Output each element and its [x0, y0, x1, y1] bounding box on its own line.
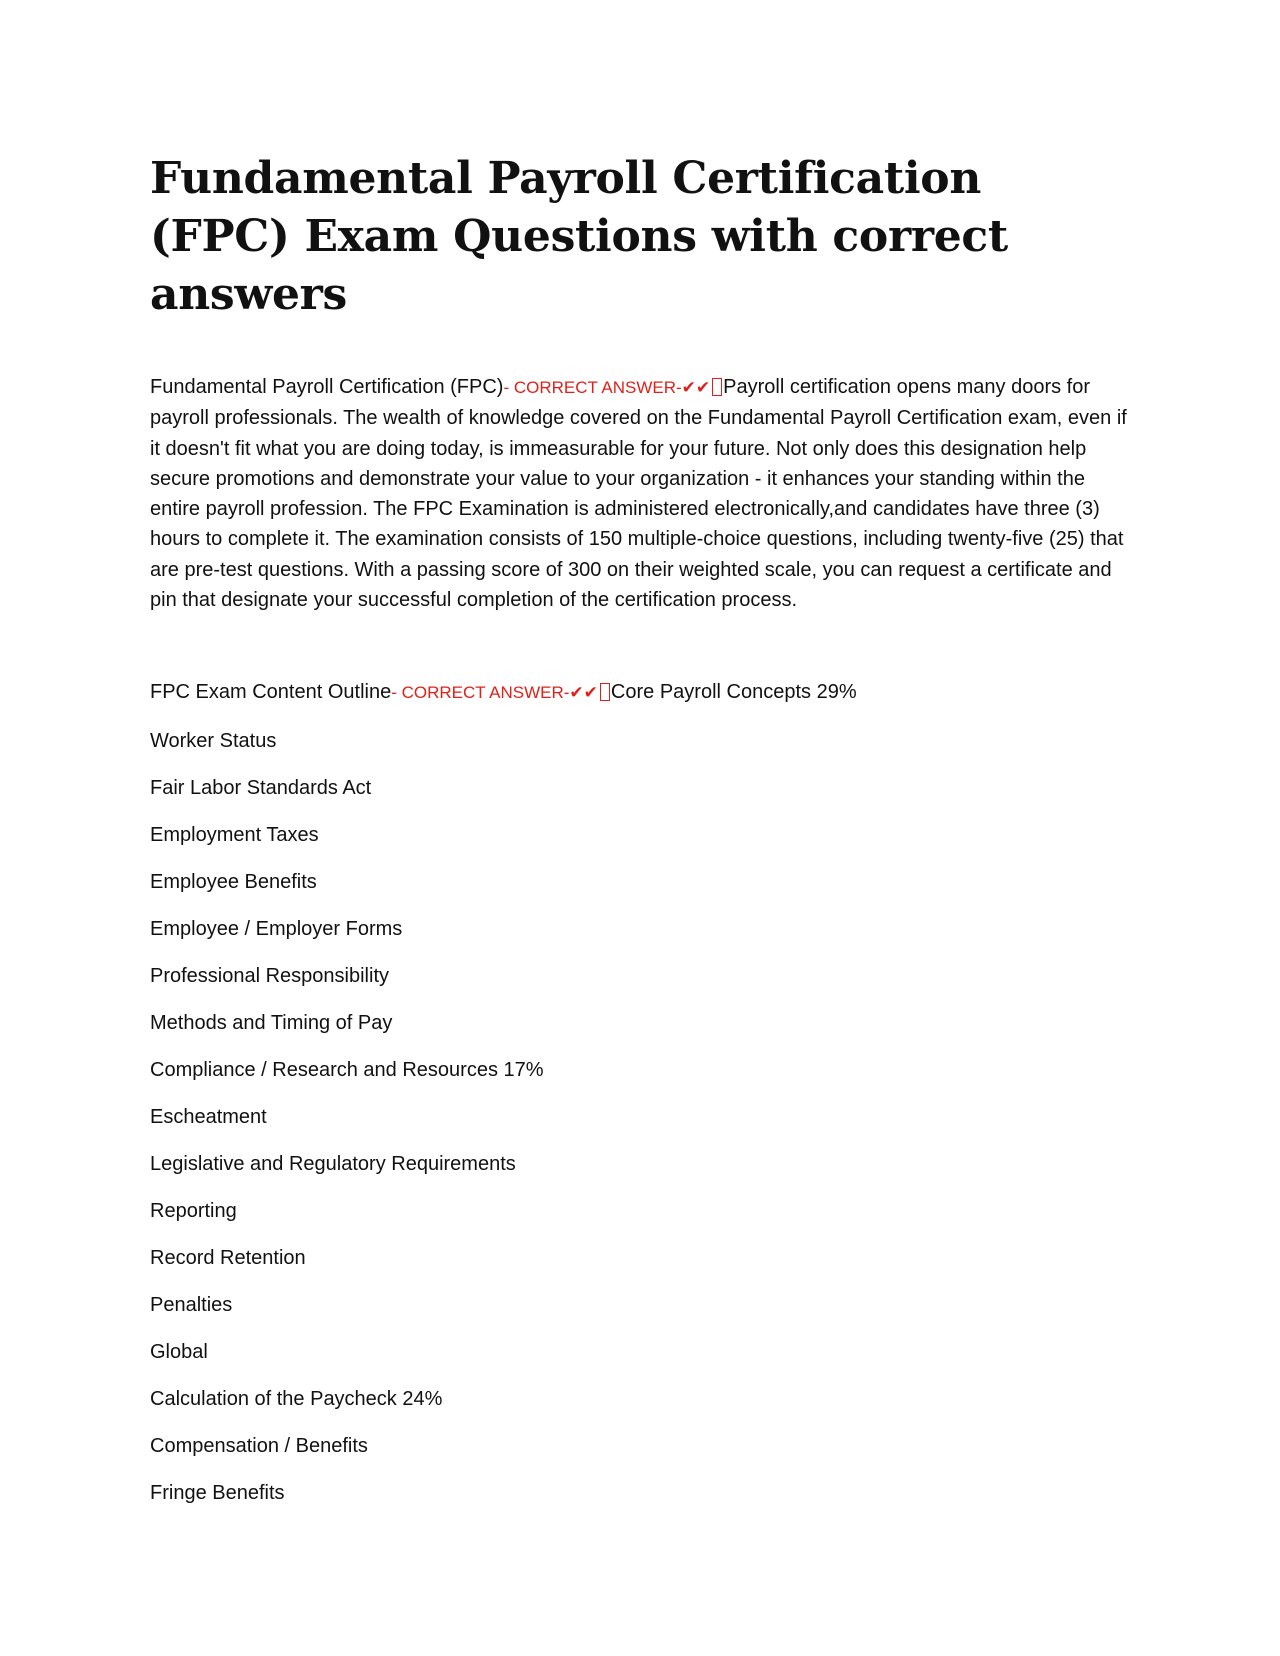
outline-item: Compliance / Research and Resources 17% [150, 1058, 544, 1081]
outline-item: Record Retention [150, 1246, 306, 1269]
document-page [150, 150, 1130, 1508]
outline-list [150, 726, 1130, 1508]
intro-question: Fundamental Payroll Certification (FPC) [150, 376, 504, 398]
outline-item: Compensation / Benefits [150, 1434, 368, 1457]
outline-heading [150, 677, 1130, 708]
outline-item: Employee Benefits [150, 870, 317, 893]
outline-item: Employment Taxes [150, 823, 319, 846]
outline-item: Professional Responsibility [150, 964, 390, 987]
outline-item: Escheatment [150, 1105, 267, 1128]
outline-answer-marker: - CORRECT ANSWER- [391, 683, 570, 703]
outline-item: Legislative and Regulatory Requirements [150, 1152, 516, 1175]
outline-item: Fringe Benefits [150, 1481, 285, 1504]
missing-glyph-icon [712, 378, 722, 396]
intro-answer-marker: - CORRECT ANSWER- [503, 378, 682, 397]
outline-item: Fair Labor Standards Act [150, 776, 372, 799]
document-title: Fundamental Payroll Certification (FPC) Exam Questions with correct answers [150, 153, 1008, 320]
outline-item: Calculation of the Paycheck 24% [150, 1387, 443, 1410]
outline-check-icon: ✔✔ [569, 683, 598, 704]
outline-item: Methods and Timing of Pay [150, 1011, 393, 1034]
intro-paragraph [150, 372, 1130, 615]
outline-item: Global [150, 1340, 208, 1363]
outline-item: Penalties [150, 1293, 233, 1316]
outline-item: Worker Status [150, 729, 277, 752]
outline-item: Employee / Employer Forms [150, 917, 403, 940]
missing-glyph-icon [600, 683, 610, 701]
outline-answer: Core Payroll Concepts 29% [610, 681, 857, 704]
intro-answer: Payroll certification opens many doors for payroll professionals. The wealth of knowledge covered on the Fundamental Payroll Certification exam, even if it doesn't fit what you are doing today, is immeasurable for your future. Not only does this designation help secure promotions and demonstrate your value to your organization - it enhances your standing within the entire payroll profession. The FPC Examination is administered electronically,and candidates have three (3) hours to complete it. The examination consists of 150 multiple-choice questions, including twenty-five (25) that are pre-test questions. With a passing score of 300 on their weighted scale, you can request a certificate and pin that designate your successful completion of the certification process. [150, 376, 1127, 612]
outline-question: FPC Exam Content Outline [150, 681, 392, 704]
outline-item: Reporting [150, 1199, 237, 1222]
intro-check-icon: ✔✔ [681, 378, 711, 398]
